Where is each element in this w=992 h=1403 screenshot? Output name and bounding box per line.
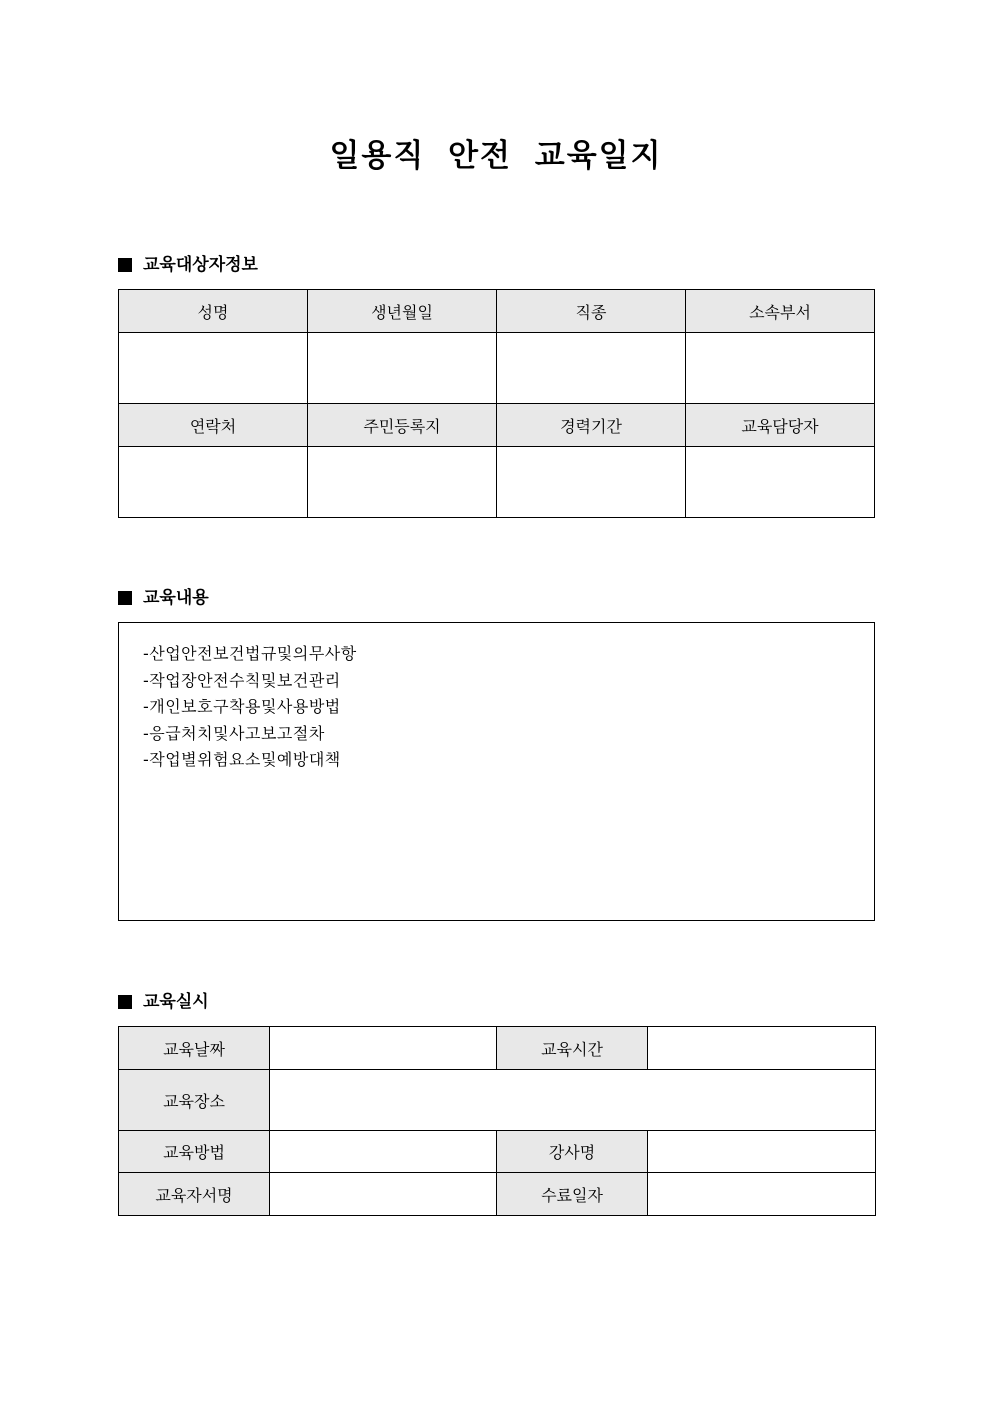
section-heading-target-info <box>118 254 258 276</box>
list-item: -산업안전보건법규및의무사항 <box>143 644 357 663</box>
square-bullet-icon <box>118 995 132 1009</box>
department-field[interactable] <box>686 333 875 404</box>
section-heading-execution <box>118 991 209 1013</box>
completion-date-field[interactable] <box>648 1173 876 1216</box>
label-instructor-name: 강사명 <box>497 1131 648 1173</box>
training-execution-table <box>118 1026 876 1216</box>
header-registered-address: 주민등록지 <box>308 404 497 447</box>
birthdate-field[interactable] <box>308 333 497 404</box>
header-job-type: 직종 <box>497 290 686 333</box>
training-content-list <box>119 623 874 774</box>
name-field[interactable] <box>119 333 308 404</box>
header-name: 성명 <box>119 290 308 333</box>
square-bullet-icon <box>118 591 132 605</box>
list-item: -작업별위험요소및예방대책 <box>143 750 341 769</box>
label-completion-date: 수료일자 <box>497 1173 648 1216</box>
table-row <box>119 1173 876 1216</box>
table-row <box>119 1070 876 1131</box>
section-heading-label: 교육내용 <box>143 588 209 608</box>
job-type-field[interactable] <box>497 333 686 404</box>
table-row <box>119 1027 876 1070</box>
label-educator-signature: 교육자서명 <box>119 1173 270 1216</box>
header-department: 소속부서 <box>686 290 875 333</box>
training-content-box[interactable] <box>118 622 875 921</box>
instructor-name-field[interactable] <box>648 1131 876 1173</box>
header-contact: 연락처 <box>119 404 308 447</box>
career-period-field[interactable] <box>497 447 686 518</box>
section-heading-label: 교육대상자정보 <box>143 255 258 275</box>
section-heading-label: 교육실시 <box>143 992 209 1012</box>
table-row <box>119 333 875 404</box>
training-time-field[interactable] <box>648 1027 876 1070</box>
square-bullet-icon <box>118 258 132 272</box>
educator-signature-field[interactable] <box>270 1173 497 1216</box>
label-training-place: 교육장소 <box>119 1070 270 1131</box>
label-training-date: 교육날짜 <box>119 1027 270 1070</box>
page-title: 일용직 안전 교육일지 <box>329 138 663 174</box>
table-row <box>119 447 875 518</box>
training-date-field[interactable] <box>270 1027 497 1070</box>
list-item: -작업장안전수칙및보건관리 <box>143 670 341 690</box>
target-info-table <box>118 289 875 518</box>
header-training-manager: 교육담당자 <box>686 404 875 447</box>
list-item: -응급처치및사고보고절차 <box>143 723 325 743</box>
training-method-field[interactable] <box>270 1131 497 1173</box>
registered-address-field[interactable] <box>308 447 497 518</box>
list-item: -개인보호구착용및사용방법 <box>143 697 341 716</box>
label-training-method: 교육방법 <box>119 1131 270 1173</box>
table-row <box>119 1131 876 1173</box>
training-place-field[interactable] <box>270 1070 876 1131</box>
section-heading-content <box>118 587 209 609</box>
training-manager-field[interactable] <box>686 447 875 518</box>
header-career-period: 경력기간 <box>497 404 686 447</box>
table-row <box>119 290 875 333</box>
contact-field[interactable] <box>119 447 308 518</box>
header-birthdate: 생년월일 <box>308 290 497 333</box>
table-row <box>119 404 875 447</box>
label-training-time: 교육시간 <box>497 1027 648 1070</box>
